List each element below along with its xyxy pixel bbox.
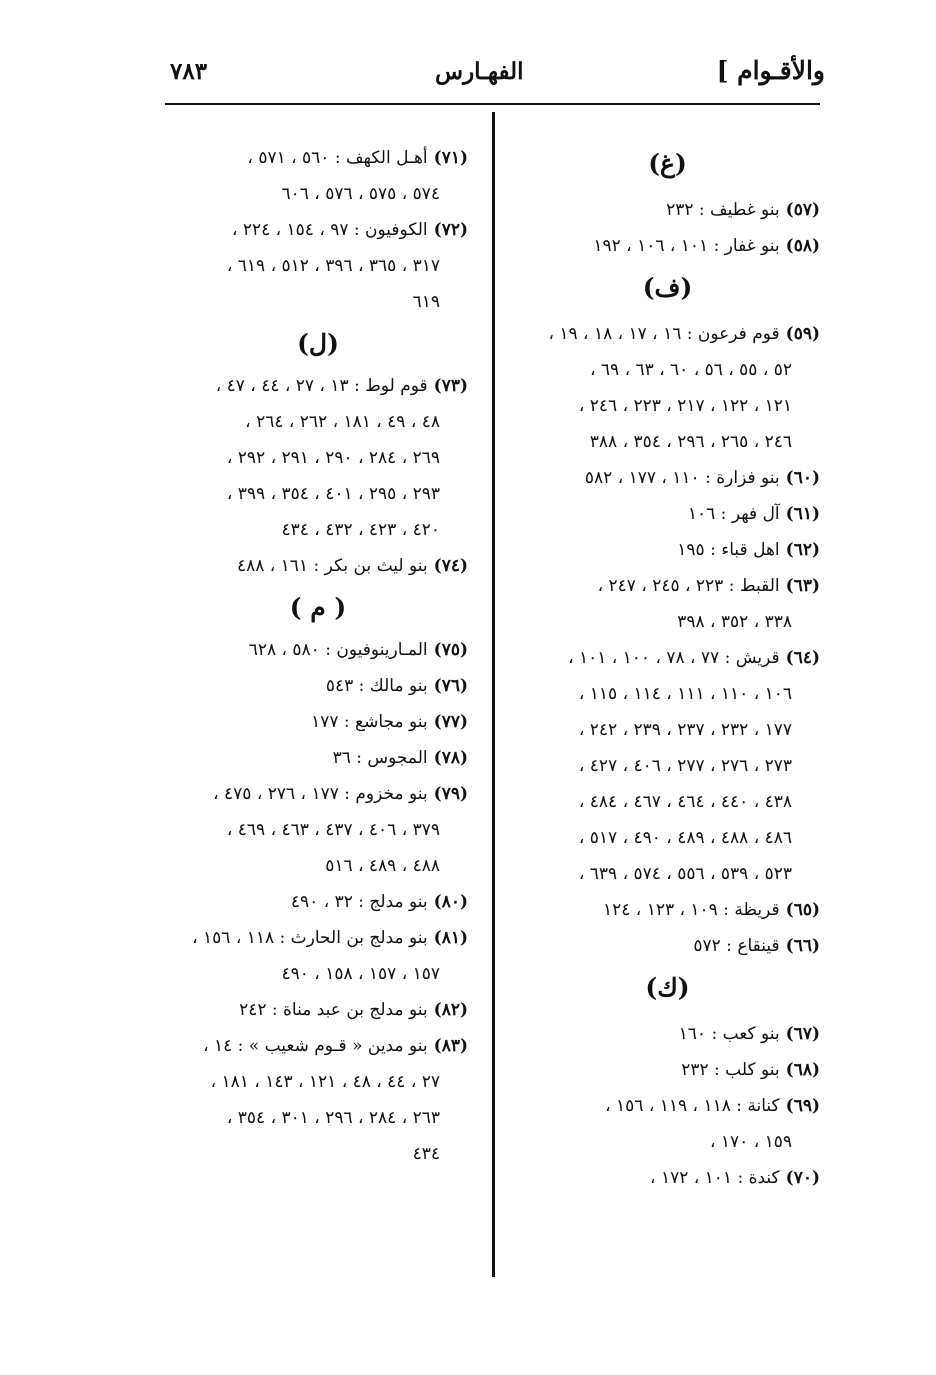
entry-text: بنو مجاشع : ١٧٧ <box>311 712 428 732</box>
entry-text: بنو مخزوم : ١٧٧ ، ٢٧٦ ، ٤٧٥ ، <box>213 784 428 804</box>
entry-number: (٧٠) <box>785 1168 820 1188</box>
entry-text: ٤٨٨ ، ٤٨٩ ، ٥١٦ <box>325 856 440 876</box>
entry-number: (٦٥) <box>785 900 820 920</box>
entry-line <box>168 1136 468 1172</box>
left-column <box>168 140 468 1172</box>
entry-text: قريظة : ١٠٩ ، ١٢٣ ، ١٢٤ <box>602 900 780 920</box>
entry-line <box>515 856 820 892</box>
entry-number: (٦١) <box>785 504 820 524</box>
entry-number: (٦٤) <box>785 648 820 668</box>
index-entry <box>515 568 820 640</box>
entry-line <box>168 248 468 284</box>
entry-line <box>168 668 468 704</box>
entry-line <box>515 1160 820 1196</box>
entry-number: (٥٧) <box>785 200 820 220</box>
entry-text: ٢٧٣ ، ٢٧٦ ، ٢٧٧ ، ٤٠٦ ، ٤٢٧ ، <box>578 756 792 776</box>
index-entry <box>168 704 468 740</box>
right-column <box>515 140 820 1196</box>
entry-number: (٦٢) <box>785 540 820 560</box>
entry-number: (٧٣) <box>433 376 468 396</box>
entry-line <box>168 176 468 212</box>
entry-text: اهل قباء : ١٩٥ <box>677 540 780 560</box>
index-entry <box>515 1160 820 1196</box>
entry-number: (٧٤) <box>433 556 468 576</box>
index-entry <box>168 548 468 584</box>
entry-line <box>515 532 820 568</box>
entry-line <box>168 848 468 884</box>
entry-line <box>515 1124 820 1160</box>
entry-line <box>515 568 820 604</box>
entry-text: ٢٦٩ ، ٢٨٤ ، ٢٩٠ ، ٢٩١ ، ٢٩٢ ، <box>226 448 440 468</box>
entry-number: (٧٥) <box>433 640 468 660</box>
index-entry <box>168 776 468 884</box>
entry-text: ١٢١ ، ١٢٢ ، ٢١٧ ، ٢٢٣ ، ٢٤٦ ، <box>578 396 792 416</box>
entry-line <box>515 192 820 228</box>
entry-number: (٦٠) <box>785 468 820 488</box>
entry-line <box>515 892 820 928</box>
entry-text: بنو غطيف : ٢٣٢ <box>666 200 780 220</box>
entry-text: ٢٩٣ ، ٢٩٥ ، ٤٠١ ، ٣٥٤ ، ٣٩٩ ، <box>226 484 440 504</box>
entry-number: (٧٩) <box>433 784 468 804</box>
entry-line <box>168 284 468 320</box>
entry-line <box>168 956 468 992</box>
entry-number: (٧٢) <box>433 220 468 240</box>
index-entry <box>515 1088 820 1160</box>
entry-line <box>515 1088 820 1124</box>
index-entry <box>515 892 820 928</box>
entry-text: بنو ليث بن بكر : ١٦١ ، ٤٨٨ <box>236 556 428 576</box>
index-entry <box>168 140 468 212</box>
entry-line <box>168 776 468 812</box>
entry-line <box>515 228 820 264</box>
header-rule <box>165 103 820 105</box>
letter-heading: (غ) <box>648 149 687 178</box>
entry-number: (٦٦) <box>785 936 820 956</box>
entry-number: (٧٧) <box>433 712 468 732</box>
index-entry <box>168 1028 468 1172</box>
entry-text: ٤٢٠ ، ٤٢٣ ، ٤٣٢ ، ٤٣٤ <box>281 520 440 540</box>
index-entry <box>515 1052 820 1088</box>
entry-text: ٢٤٦ ، ٢٦٥ ، ٢٩٦ ، ٣٥٤ ، ٣٨٨ <box>589 432 792 452</box>
index-entry <box>168 212 468 320</box>
entry-line <box>515 784 820 820</box>
index-entry <box>515 1016 820 1052</box>
letter-heading: (ل) <box>297 329 339 358</box>
entry-text: ٥٧٤ ، ٥٧٥ ، ٥٧٦ ، ٦٠٦ <box>281 184 440 204</box>
entry-number: (٦٩) <box>785 1096 820 1116</box>
index-entry <box>515 192 820 228</box>
entry-line <box>515 352 820 388</box>
entry-line <box>515 316 820 352</box>
index-entry <box>515 640 820 892</box>
entry-text: بنو كعب : ١٦٠ <box>678 1024 780 1044</box>
entry-text: ٤٨ ، ٤٩ ، ١٨١ ، ٢٦٢ ، ٢٦٤ ، <box>245 412 440 432</box>
entry-text: ٥٢ ، ٥٥ ، ٥٦ ، ٦٠ ، ٦٣ ، ٦٩ ، <box>590 360 792 380</box>
entry-number: (٥٨) <box>785 236 820 256</box>
entry-text: قينقاع : ٥٧٢ <box>693 936 780 956</box>
entry-line <box>168 1100 468 1136</box>
index-entry <box>515 496 820 532</box>
entry-text: بنو كلب : ٢٣٢ <box>681 1060 780 1080</box>
entry-text: ١٧٧ ، ٢٣٢ ، ٢٣٧ ، ٢٣٩ ، ٢٤٢ ، <box>578 720 792 740</box>
letter-heading: (ك) <box>645 973 690 1002</box>
entry-text: ٣٣٨ ، ٣٥٢ ، ٣٩٨ <box>677 612 792 632</box>
entry-text: بنو مالك : ٥٤٣ <box>325 676 428 696</box>
entry-line <box>168 812 468 848</box>
entry-line <box>168 512 468 548</box>
entry-text: ١٥٧ ، ١٥٧ ، ١٥٨ ، ٤٩٠ <box>281 964 440 984</box>
entry-line <box>168 1028 468 1064</box>
entry-line <box>515 460 820 496</box>
entry-line <box>515 1016 820 1052</box>
entry-line <box>168 404 468 440</box>
entry-text: ٣١٧ ، ٣٦٥ ، ٣٩٦ ، ٥١٢ ، ٦١٩ ، <box>226 256 440 276</box>
index-entry <box>168 668 468 704</box>
entry-line <box>168 1064 468 1100</box>
entry-text: القبط : ٢٢٣ ، ٢٤٥ ، ٢٤٧ ، <box>597 576 780 596</box>
entry-text: ٣٧٩ ، ٤٠٦ ، ٤٣٧ ، ٤٦٣ ، ٤٦٩ ، <box>226 820 440 840</box>
entry-text: ١٠٦ ، ١١٠ ، ١١١ ، ١١٤ ، ١١٥ ، <box>578 684 792 704</box>
entry-text: قوم لوط : ١٣ ، ٢٧ ، ٤٤ ، ٤٧ ، <box>215 376 428 396</box>
entry-number: (٨٢) <box>433 1000 468 1020</box>
entry-text: ٢٦٣ ، ٢٨٤ ، ٢٩٦ ، ٣٠١ ، ٣٥٤ ، <box>226 1108 440 1128</box>
entry-line <box>168 992 468 1028</box>
index-entry <box>515 316 820 460</box>
entry-line <box>515 640 820 676</box>
entry-text: ٥٢٣ ، ٥٣٩ ، ٥٥٦ ، ٥٧٤ ، ٦٣٩ ، <box>578 864 792 884</box>
entry-text: بنو مدلج : ٣٢ ، ٤٩٠ <box>290 892 428 912</box>
entry-text: بنو فزارة : ١١٠ ، ١٧٧ ، ٥٨٢ <box>584 468 780 488</box>
entry-line <box>168 632 468 668</box>
entry-number: (٧٨) <box>433 748 468 768</box>
entry-line <box>515 1052 820 1088</box>
entry-number: (٨٣) <box>433 1036 468 1056</box>
entry-line <box>168 704 468 740</box>
index-entry <box>515 928 820 964</box>
entry-number: (٧١) <box>433 148 468 168</box>
entry-line <box>168 476 468 512</box>
header-section-title: والأقـوام ] <box>716 56 825 85</box>
entry-line <box>515 748 820 784</box>
entry-line <box>168 740 468 776</box>
entry-number: (٦٧) <box>785 1024 820 1044</box>
entry-text: كنانة : ١١٨ ، ١١٩ ، ١٥٦ ، <box>605 1096 780 1116</box>
entry-line <box>515 604 820 640</box>
entry-text: ١٥٩ ، ١٧٠ ، <box>710 1132 792 1152</box>
entry-line <box>515 496 820 532</box>
entry-text: ٤٣٨ ، ٤٤٠ ، ٤٦٤ ، ٤٦٧ ، ٤٨٤ ، <box>578 792 792 812</box>
entry-text: قريش : ٧٧ ، ٧٨ ، ١٠٠ ، ١٠١ ، <box>568 648 780 668</box>
entry-line <box>168 212 468 248</box>
letter-heading: (ف) <box>642 273 693 302</box>
column-divider <box>492 112 495 1277</box>
entry-text: المجوس : ٣٦ <box>332 748 428 768</box>
entry-text: قوم فرعون : ١٦ ، ١٧ ، ١٨ ، ١٩ ، <box>548 324 780 344</box>
entry-line <box>168 884 468 920</box>
entry-text: المـارينوفيون : ٥٨٠ ، ٦٢٨ <box>248 640 428 660</box>
entry-line <box>168 548 468 584</box>
entry-line <box>168 440 468 476</box>
entry-text: بنو مدلج بن عبد مناة : ٢٤٢ <box>239 1000 428 1020</box>
header-title: الفهـارس <box>435 58 524 85</box>
index-entry <box>515 532 820 568</box>
entry-text: بنو مدين « قـوم شعيب » : ١٤ ، <box>203 1036 428 1056</box>
entry-line <box>515 676 820 712</box>
entry-line <box>168 368 468 404</box>
index-entry <box>168 992 468 1028</box>
entry-number: (٨٠) <box>433 892 468 912</box>
index-entry <box>168 740 468 776</box>
entry-number: (٦٨) <box>785 1060 820 1080</box>
entry-line <box>515 424 820 460</box>
entry-text: كندة : ١٠١ ، ١٧٢ ، <box>650 1168 780 1188</box>
entry-text: ٦١٩ <box>412 292 440 312</box>
entry-number: (٥٩) <box>785 324 820 344</box>
entry-text: ٤٣٤ <box>412 1144 440 1164</box>
entry-line <box>515 388 820 424</box>
entry-text: آل فهر : ١٠٦ <box>687 504 780 524</box>
entry-number: (٨١) <box>433 928 468 948</box>
entry-text: أهـل الكهف : ٥٦٠ ، ٥٧١ ، <box>247 148 428 168</box>
index-entry <box>168 632 468 668</box>
page-number: ٧٨٣ <box>170 58 208 85</box>
entry-line <box>515 820 820 856</box>
entry-text: ٢٧ ، ٤٤ ، ٤٨ ، ١٢١ ، ١٤٣ ، ١٨١ ، <box>210 1072 440 1092</box>
index-entry <box>168 884 468 920</box>
index-entry <box>168 920 468 992</box>
entry-text: ٤٨٦ ، ٤٨٨ ، ٤٨٩ ، ٤٩٠ ، ٥١٧ ، <box>578 828 792 848</box>
letter-heading: ( م ) <box>289 593 347 622</box>
index-entry <box>515 460 820 496</box>
entry-number: (٧٦) <box>433 676 468 696</box>
index-entry <box>168 368 468 548</box>
entry-text: بنو مدلج بن الحارث : ١١٨ ، ١٥٦ ، <box>192 928 428 948</box>
entry-number: (٦٣) <box>785 576 820 596</box>
entry-line <box>168 920 468 956</box>
entry-text: الكوفيون : ٩٧ ، ١٥٤ ، ٢٢٤ ، <box>231 220 428 240</box>
index-entry <box>515 228 820 264</box>
entry-line <box>168 140 468 176</box>
entry-text: بنو غفار : ١٠١ ، ١٠٦ ، ١٩٢ <box>593 236 780 256</box>
entry-line <box>515 928 820 964</box>
entry-line <box>515 712 820 748</box>
page-header <box>165 50 825 100</box>
